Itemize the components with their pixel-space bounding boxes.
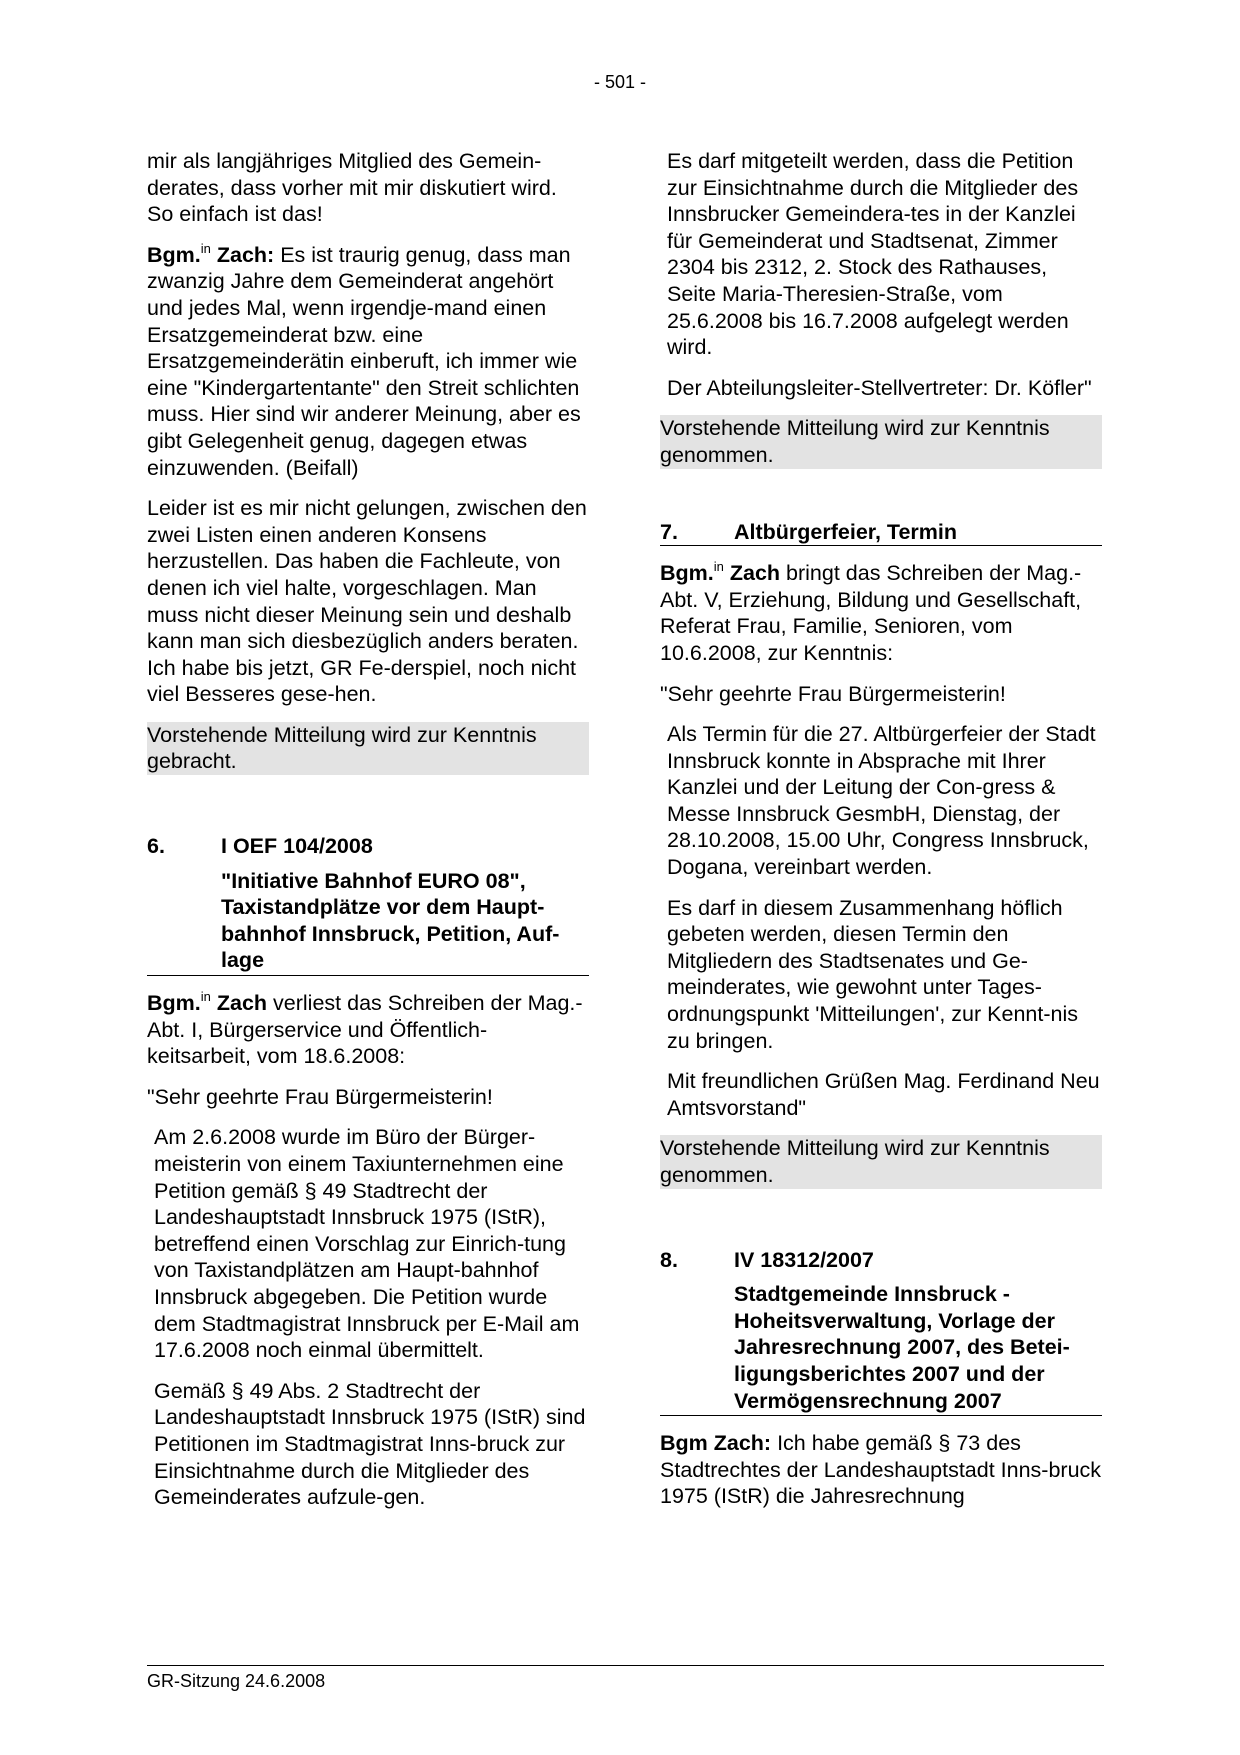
speaker-text: bringt das Schreiben der Mag.-Abt. V, Erziehung, Bildung und Gesellschaft, Referat Frau, Familie, Senioren, vom 10.6.2008, zur Kenntnis: [660,561,1082,665]
notice-box: Vorstehende Mitteilung wird zur Kenntnis genommen. [660,1135,1102,1188]
section-number: 6. [147,834,165,859]
speaker-text: Ich habe gemäß § 73 des Stadtrechtes der Landeshauptstadt Inns-bruck 1975 (IStR) die Jahresrechnung [660,1431,1102,1509]
notice-box: Vorstehende Mitteilung wird zur Kenntnis genommen. [660,415,1102,468]
left-column [147,148,589,1525]
quoted-paragraph: Es darf in diesem Zusammenhang höflich gebeten werden, diesen Termin den Mitgliedern des Stadtsenates und Ge-meinderates, wie gewohnt unter Tages-ordnungspunkt 'Mitteilungen', zur Kennt-nis zu bringen. [667,895,1078,1053]
section-number: 8. [660,1247,678,1272]
speaker-paragraph [660,1430,1102,1510]
speaker-name: Zach [216,991,268,1016]
section-heading-8 [660,1247,1102,1417]
notice-box: Vorstehende Mitteilung wird zur Kenntnis gebracht. [147,722,589,775]
speaker-name: Zach [729,561,781,586]
speaker-text: Es ist traurig genug, dass man zwanzig Jahre dem Gemeinderat angehört und jedes Mal, wenn irgendje-mand einen Ersatzgemeinderat bzw. eine Ersatzgemeinderätin einberuft, ich immer wie eine "Kindergartentante" den Streit schlichten muss. Hier sind wir anderer Meinung, aber es gibt Gelegenheit genug, dagegen etwas einzuwenden. (Beifall) [147,242,581,480]
page-number: - 501 - [593,72,647,92]
section-title: "Initiative Bahnhof EURO 08", Taxistandplätze vor dem Haupt-bahnhof Innsbruck, Petition, Auf-lage [221,868,560,973]
quoted-paragraph: Als Termin für die 27. Altbürgerfeier der Stadt Innsbruck konnte in Absprache mit Ihrer Kanzlei und der Leitung der Con-gress & Messe Innsbruck GesmbH, Dienstag, der 28.10.2008, 15.00 Uhr, Congress Innsbruck, Dogana, vereinbart werden. [667,722,1096,880]
speaker-title: Bgm. [147,242,201,267]
quoted-paragraph: Gemäß § 49 Abs. 2 Stadtrecht der Landeshauptstadt Innsbruck 1975 (IStR) sind Petitionen im Stadtmagistrat Inns-bruck zur Einsichtnahme durch die Mitglieder des Gemeinderates aufzule-gen. [154,1378,586,1510]
section-reference: I OEF 104/2008 [221,834,373,859]
footer-text: GR-Sitzung 24.6.2008 [147,1671,326,1691]
speaker-title-suffix: in [200,240,211,256]
quoted-paragraph: Am 2.6.2008 wurde im Büro der Bürger-meisterin von einem Taxiunternehmen eine Petition gemäß § 49 Stadtrecht der Landeshauptstadt Innsbruck 1975 (IStR), betreffend einen Vorschlag zur Einrich-tung von Taxistandplätzen am Haupt-bahnhof Innsbruck abgegeben. Die Petition wurde dem Stadtmagistrat Innsbruck per E-Mail am 17.6.2008 noch einmal übermittelt. [154,1125,580,1363]
speaker-title-suffix: in [200,989,211,1005]
speaker-title-suffix: in [713,559,724,575]
speaker-name: Zach: [216,242,275,267]
quoted-paragraph: Der Abteilungsleiter-Stellvertreter: Dr. Köfler" [667,375,1092,400]
section-heading-6 [147,833,589,976]
speaker-title: Bgm. [660,561,714,586]
section-title: Altbürgerfeier, Termin [734,519,958,544]
footer-divider [147,1665,1104,1666]
quoted-paragraph: Mit freundlichen Grüßen Mag. Ferdinand Neu Amtsvorstand" [667,1069,1100,1120]
paragraph: "Sehr geehrte Frau Bürgermeisterin! [147,1084,493,1109]
speaker-paragraph [660,560,1102,666]
paragraph: Leider ist es mir nicht gelungen, zwischen den zwei Listen einen anderen Konsens herzustellen. Das haben die Fachleute, von denen ich viel halte, vorgeschlagen. Man muss nicht dieser Meinung sein und deshalb kann man sich diesbezüglich anders beraten. Ich habe bis jetzt, GR Fe-derspiel, noch nicht viel Besseres gese-hen. [147,496,587,707]
section-reference: IV 18312/2007 [734,1247,874,1272]
section-number: 7. [660,519,678,544]
section-heading-7 [660,519,1102,547]
right-column [660,148,1102,1524]
speaker-title: Bgm. [147,991,201,1016]
paragraph: mir als langjähriges Mitglied des Gemein-derates, dass vorher mit mir diskutiert wird. So einfach ist das! [147,149,557,227]
speaker-paragraph [147,990,589,1070]
speaker-name: Bgm Zach: [660,1431,772,1456]
speaker-paragraph [147,242,589,481]
section-title: Stadtgemeinde Innsbruck - Hoheitsverwaltung, Vorlage der Jahresrechnung 2007, des Betei-ligungsberichtes 2007 und der Vermögensrechnung 2007 [734,1282,1070,1413]
paragraph: "Sehr geehrte Frau Bürgermeisterin! [660,681,1006,706]
quoted-paragraph: Es darf mitgeteilt werden, dass die Petition zur Einsichtnahme durch die Mitglieder des Innsbrucker Gemeindera-tes in der Kanzlei für Gemeinderat und Stadtsenat, Zimmer 2304 bis 2312, 2. Stock des Rathauses, Seite Maria-Theresien-Straße, vom 25.6.2008 bis 16.7.2008 aufgelegt werden wird. [667,149,1079,360]
speaker-text: verliest das Schreiben der Mag.-Abt. I, Bürgerservice und Öffentlich-keitsarbeit, vom 18.6.2008: [147,991,583,1069]
